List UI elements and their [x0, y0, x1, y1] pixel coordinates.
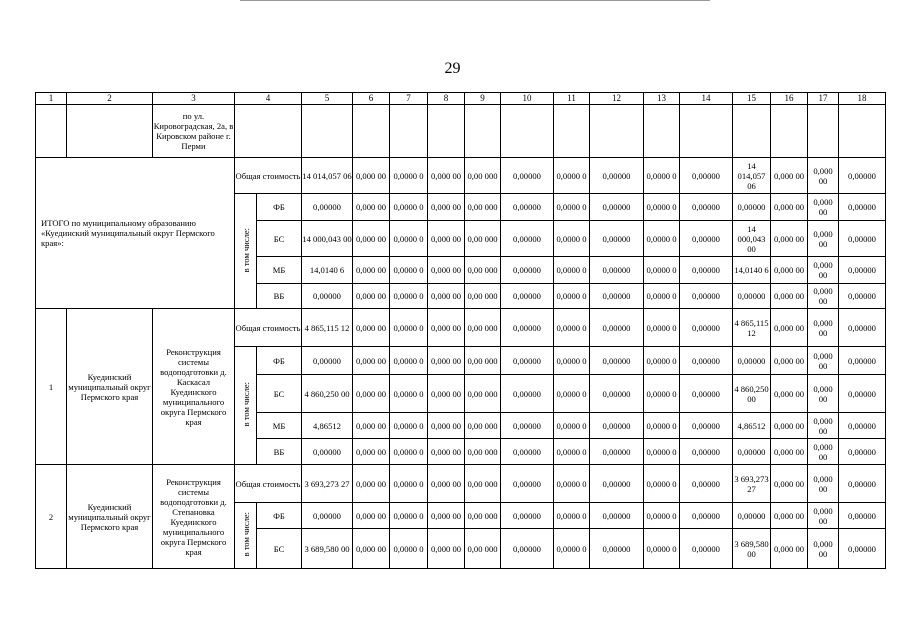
value-cell: 0,00000: [839, 503, 886, 529]
value-cell: 0,000 00: [808, 257, 839, 284]
value-cell: 0,000 00: [808, 503, 839, 529]
value-cell: 0,000 00: [353, 284, 390, 309]
value-cell: 3 689,580 00: [302, 529, 353, 569]
value-cell: 0,000 00: [353, 309, 390, 347]
itogo-total-row: [36, 158, 886, 194]
cell: [36, 105, 67, 158]
source-label: МБ: [257, 257, 302, 284]
value-cell: 0,000 00: [808, 347, 839, 375]
value-cell: 14 000,043 00: [302, 221, 353, 257]
value-cell: 0,00000: [590, 158, 644, 194]
source-label: ФБ: [257, 503, 302, 529]
value-cell: 0,00000: [590, 529, 644, 569]
value-cell: 14 014,057 06: [733, 158, 771, 194]
value-cell: 0,00000: [501, 221, 554, 257]
value-cell: 0,000 00: [428, 503, 465, 529]
value-cell: 0,00000: [680, 194, 733, 221]
value-cell: 0,00000: [733, 347, 771, 375]
value-cell: 0,00000: [680, 375, 733, 413]
value-cell: 0,00000: [302, 194, 353, 221]
value-cell: 0,0000 0: [644, 465, 680, 503]
value-cell: 0,000 00: [353, 503, 390, 529]
value-cell: 4 865,115 12: [733, 309, 771, 347]
value-cell: 0,00000: [680, 413, 733, 439]
value-cell: 0,000 00: [808, 284, 839, 309]
value-cell: 0,00000: [839, 529, 886, 569]
value-cell: 0,00000: [501, 439, 554, 465]
cell: [428, 105, 465, 158]
value-cell: 3 693,273 27: [733, 465, 771, 503]
value-cell: 0,00 000: [465, 309, 501, 347]
value-cell: 0,000 00: [771, 413, 808, 439]
cell: [353, 105, 390, 158]
value-cell: 0,00000: [733, 503, 771, 529]
value-cell: 0,000 00: [808, 309, 839, 347]
value-cell: 0,000 00: [771, 284, 808, 309]
cell: [680, 105, 733, 158]
value-cell: 0,0000 0: [644, 309, 680, 347]
value-cell: 0,00000: [590, 309, 644, 347]
value-cell: 0,0000 0: [554, 284, 590, 309]
value-cell: 0,00000: [839, 284, 886, 309]
value-cell: 0,00000: [590, 347, 644, 375]
budget-table: [35, 92, 886, 569]
value-cell: 0,00000: [839, 375, 886, 413]
value-cell: 0,00000: [302, 503, 353, 529]
value-cell: 0,0000 0: [644, 413, 680, 439]
value-cell: 0,0000 0: [554, 529, 590, 569]
col-header: 17: [808, 93, 839, 105]
value-cell: 0,00 000: [465, 221, 501, 257]
value-cell: 0,00000: [733, 439, 771, 465]
value-cell: 0,000 00: [771, 465, 808, 503]
value-cell: 0,000 00: [808, 194, 839, 221]
value-cell: 0,00000: [501, 309, 554, 347]
value-cell: 0,0000 0: [390, 158, 428, 194]
value-cell: 0,000 00: [771, 194, 808, 221]
vertical-label: в том числе:: [240, 382, 251, 427]
row-number: 2: [36, 465, 67, 569]
value-cell: 0,0000 0: [390, 257, 428, 284]
source-label: БС: [257, 221, 302, 257]
value-cell: 0,00000: [590, 194, 644, 221]
value-cell: 0,00000: [839, 257, 886, 284]
column-number-row: [36, 93, 886, 105]
value-cell: 0,000 00: [428, 465, 465, 503]
value-cell: 0,000 00: [353, 465, 390, 503]
value-cell: 0,00000: [839, 309, 886, 347]
value-cell: 0,00000: [680, 529, 733, 569]
value-cell: 0,000 00: [771, 347, 808, 375]
municipality-name: Куединский муниципальный округ Пермского края: [67, 465, 153, 569]
value-cell: 0,00000: [733, 194, 771, 221]
value-cell: 0,00 000: [465, 347, 501, 375]
row-number: 1: [36, 309, 67, 465]
value-cell: 0,00000: [590, 284, 644, 309]
value-cell: 0,0000 0: [644, 375, 680, 413]
value-cell: 0,00000: [501, 158, 554, 194]
col-header: 14: [680, 93, 733, 105]
value-cell: 0,0000 0: [644, 503, 680, 529]
value-cell: 0,000 00: [353, 221, 390, 257]
col-header: 3: [153, 93, 235, 105]
object-name: по ул. Кировоградская, 2а, в Кировском районе г. Перми: [153, 105, 235, 158]
value-cell: 0,000 00: [353, 194, 390, 221]
value-cell: 0,00000: [680, 257, 733, 284]
value-cell: 0,000 00: [771, 439, 808, 465]
value-cell: 0,0000 0: [390, 284, 428, 309]
value-cell: 0,00000: [839, 413, 886, 439]
value-cell: 0,0000 0: [554, 375, 590, 413]
value-cell: 0,0000 0: [554, 347, 590, 375]
value-cell: 0,000 00: [771, 309, 808, 347]
value-cell: 0,0000 0: [390, 413, 428, 439]
value-cell: 14,0140 6: [302, 257, 353, 284]
value-cell: 0,00000: [590, 503, 644, 529]
value-cell: 0,00000: [501, 529, 554, 569]
value-cell: 0,0000 0: [390, 529, 428, 569]
value-cell: 0,0000 0: [390, 309, 428, 347]
col-header: 7: [390, 93, 428, 105]
value-cell: 0,00000: [839, 158, 886, 194]
cell: [465, 105, 501, 158]
vertical-label: в том числе:: [240, 512, 251, 557]
value-cell: 0,000 00: [428, 375, 465, 413]
item2-total-row: [36, 465, 886, 503]
col-header: 9: [465, 93, 501, 105]
value-cell: 0,000 00: [771, 529, 808, 569]
total-label: Общая стоимость: [235, 465, 302, 503]
col-header: 1: [36, 93, 67, 105]
value-cell: 0,000 00: [428, 309, 465, 347]
value-cell: 0,000 00: [428, 284, 465, 309]
value-cell: 0,00000: [590, 221, 644, 257]
value-cell: 0,000 00: [353, 439, 390, 465]
value-cell: 0,000 00: [353, 347, 390, 375]
page-number: 29: [444, 60, 461, 77]
object-name: Реконструкция системы водоподготовки д. Степановка Куединского муниципального округа Пермского края: [153, 465, 235, 569]
value-cell: 0,00000: [302, 284, 353, 309]
value-cell: 0,00000: [839, 221, 886, 257]
cell: [644, 105, 680, 158]
value-cell: 0,0000 0: [644, 529, 680, 569]
col-header: 13: [644, 93, 680, 105]
value-cell: 3 693,273 27: [302, 465, 353, 503]
value-cell: 0,000 00: [808, 465, 839, 503]
value-cell: 0,000 00: [428, 413, 465, 439]
vertical-label-cell: [235, 194, 257, 309]
total-label: Общая стоимость: [235, 158, 302, 194]
value-cell: 0,000 00: [353, 413, 390, 439]
source-label: ФБ: [257, 194, 302, 221]
value-cell: 0,00000: [839, 465, 886, 503]
value-cell: 0,0000 0: [644, 221, 680, 257]
value-cell: 0,00000: [680, 347, 733, 375]
value-cell: 0,00000: [302, 347, 353, 375]
source-label: БС: [257, 529, 302, 569]
total-label: Общая стоимость: [235, 309, 302, 347]
value-cell: 0,000 00: [808, 413, 839, 439]
col-header: 2: [67, 93, 153, 105]
value-cell: 4 860,250 00: [302, 375, 353, 413]
source-label: МБ: [257, 413, 302, 439]
value-cell: 0,00000: [501, 284, 554, 309]
itogo-label: ИТОГО по муниципальному образованию «Куединский муниципальный округ Пермского края»:: [36, 158, 235, 309]
col-header: 5: [302, 93, 353, 105]
value-cell: 0,000 00: [428, 194, 465, 221]
value-cell: 0,00000: [501, 194, 554, 221]
value-cell: 0,00000: [590, 257, 644, 284]
value-cell: 0,000 00: [428, 529, 465, 569]
value-cell: 0,0000 0: [644, 347, 680, 375]
value-cell: 0,000 00: [428, 257, 465, 284]
col-header: 12: [590, 93, 644, 105]
value-cell: 4,86512: [733, 413, 771, 439]
value-cell: 0,000 00: [771, 221, 808, 257]
value-cell: 0,00000: [680, 309, 733, 347]
continuation-row: [36, 105, 886, 158]
value-cell: 4 860,250 00: [733, 375, 771, 413]
value-cell: 0,000 00: [808, 375, 839, 413]
value-cell: 0,000 00: [353, 158, 390, 194]
value-cell: 0,00 000: [465, 465, 501, 503]
object-name: Реконструкция системы водоподготовки д. Каскасал Куединского муниципального округа Пермского края: [153, 309, 235, 465]
vertical-label-cell: [235, 347, 257, 465]
value-cell: 14 000,043 00: [733, 221, 771, 257]
value-cell: 0,00 000: [465, 257, 501, 284]
value-cell: 0,00000: [302, 439, 353, 465]
value-cell: 0,000 00: [428, 158, 465, 194]
value-cell: 0,000 00: [353, 529, 390, 569]
value-cell: 0,0000 0: [554, 413, 590, 439]
value-cell: 0,00 000: [465, 413, 501, 439]
value-cell: 0,0000 0: [554, 309, 590, 347]
value-cell: 0,00 000: [465, 439, 501, 465]
value-cell: 0,00000: [590, 439, 644, 465]
value-cell: 0,0000 0: [390, 347, 428, 375]
value-cell: 0,0000 0: [390, 439, 428, 465]
value-cell: 0,000 00: [808, 529, 839, 569]
source-label: БС: [257, 375, 302, 413]
value-cell: 0,00000: [680, 503, 733, 529]
value-cell: 0,000 00: [808, 439, 839, 465]
value-cell: 3 689,580 00: [733, 529, 771, 569]
cell: [501, 105, 554, 158]
value-cell: 4,86512: [302, 413, 353, 439]
value-cell: 0,0000 0: [554, 158, 590, 194]
value-cell: 0,0000 0: [554, 194, 590, 221]
value-cell: 0,00000: [839, 194, 886, 221]
cell: [67, 105, 153, 158]
value-cell: 0,00 000: [465, 375, 501, 413]
value-cell: 14 014,057 06: [302, 158, 353, 194]
col-header: 8: [428, 93, 465, 105]
vertical-label: в том числе:: [240, 227, 251, 273]
cell: [235, 105, 302, 158]
value-cell: 0,000 00: [808, 221, 839, 257]
value-cell: 14,0140 6: [733, 257, 771, 284]
value-cell: 0,00 000: [465, 529, 501, 569]
value-cell: 0,0000 0: [644, 194, 680, 221]
value-cell: 0,000 00: [353, 375, 390, 413]
value-cell: 0,00000: [680, 221, 733, 257]
col-header: 15: [733, 93, 771, 105]
col-header: 10: [501, 93, 554, 105]
value-cell: 0,000 00: [808, 158, 839, 194]
municipality-name: Куединский муниципальный округ Пермского края: [67, 309, 153, 465]
value-cell: 0,00000: [680, 284, 733, 309]
value-cell: 0,000 00: [428, 439, 465, 465]
value-cell: 0,0000 0: [554, 465, 590, 503]
value-cell: 0,0000 0: [644, 439, 680, 465]
value-cell: 0,000 00: [771, 375, 808, 413]
value-cell: 0,0000 0: [554, 503, 590, 529]
cell: [302, 105, 353, 158]
cell: [390, 105, 428, 158]
cell: [554, 105, 590, 158]
value-cell: 0,00 000: [465, 194, 501, 221]
col-header: 16: [771, 93, 808, 105]
value-cell: 0,00000: [501, 257, 554, 284]
value-cell: 0,00000: [501, 465, 554, 503]
source-label: ФБ: [257, 347, 302, 375]
value-cell: 0,000 00: [428, 347, 465, 375]
top-edge-line: [240, 0, 710, 1]
value-cell: 0,00000: [501, 347, 554, 375]
value-cell: 0,0000 0: [644, 284, 680, 309]
value-cell: 0,00 000: [465, 158, 501, 194]
value-cell: 0,00000: [680, 465, 733, 503]
value-cell: 0,00000: [501, 503, 554, 529]
value-cell: 0,0000 0: [644, 257, 680, 284]
value-cell: 0,00 000: [465, 503, 501, 529]
cell: [590, 105, 644, 158]
value-cell: 0,00000: [501, 375, 554, 413]
value-cell: 0,000 00: [771, 158, 808, 194]
source-label: ВБ: [257, 284, 302, 309]
value-cell: 0,00000: [839, 347, 886, 375]
value-cell: 0,00000: [733, 284, 771, 309]
value-cell: 0,0000 0: [390, 503, 428, 529]
col-header: 18: [839, 93, 886, 105]
value-cell: 0,00000: [590, 375, 644, 413]
value-cell: 0,000 00: [771, 257, 808, 284]
value-cell: 0,00000: [680, 158, 733, 194]
value-cell: 0,0000 0: [644, 158, 680, 194]
value-cell: 0,0000 0: [554, 439, 590, 465]
value-cell: 0,0000 0: [554, 221, 590, 257]
value-cell: 0,00000: [501, 413, 554, 439]
value-cell: 0,0000 0: [390, 194, 428, 221]
value-cell: 0,00000: [590, 465, 644, 503]
value-cell: 4 865,115 12: [302, 309, 353, 347]
value-cell: 0,00 000: [465, 284, 501, 309]
value-cell: 0,0000 0: [390, 375, 428, 413]
value-cell: 0,0000 0: [390, 465, 428, 503]
cell: [839, 105, 886, 158]
col-header: 11: [554, 93, 590, 105]
value-cell: 0,00000: [680, 439, 733, 465]
vertical-label-cell: [235, 503, 257, 569]
value-cell: 0,0000 0: [554, 257, 590, 284]
value-cell: 0,00000: [590, 413, 644, 439]
cell: [808, 105, 839, 158]
value-cell: 0,0000 0: [390, 221, 428, 257]
value-cell: 0,000 00: [353, 257, 390, 284]
value-cell: 0,000 00: [428, 221, 465, 257]
col-header: 6: [353, 93, 390, 105]
value-cell: 0,00000: [839, 439, 886, 465]
item1-total-row: [36, 309, 886, 347]
source-label: ВБ: [257, 439, 302, 465]
value-cell: 0,000 00: [771, 503, 808, 529]
col-header: 4: [235, 93, 302, 105]
cell: [771, 105, 808, 158]
cell: [733, 105, 771, 158]
